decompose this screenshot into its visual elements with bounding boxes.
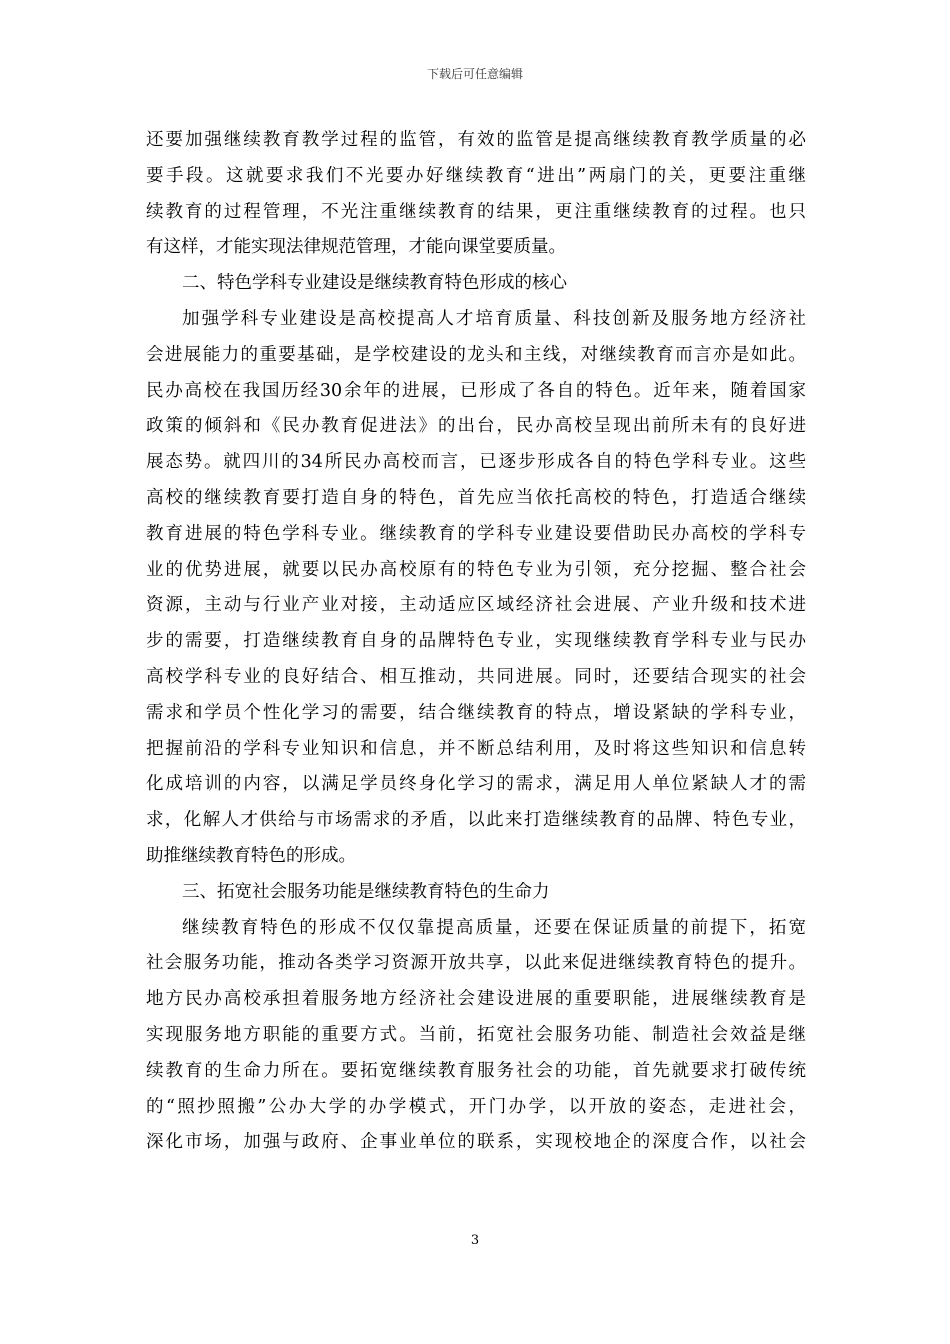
text-line: 还要加强继续教育教学过程的监管，有效的监管是提高继续教育教学质量的必 xyxy=(146,130,806,150)
text-line: 实现服务地方职能的重要方式。当前，拓宽社会服务功能、制造社会效益是继 xyxy=(146,1024,806,1045)
text-line: 要手段。这就要求我们不光要办好继续教育“进出”两扇门的关，更要注重继 xyxy=(146,165,806,186)
text-line: 民办高校在我国历经30余年的进展，已形成了各自的特色。近年来，随着国家 xyxy=(146,380,806,401)
text-line: 助推继续教育特色的形成。 xyxy=(146,845,356,866)
text-line: 社会服务功能，推动各类学习资源开放共享，以此来促进继续教育特色的提升。 xyxy=(146,953,806,974)
page-number: 3 xyxy=(470,1233,480,1248)
text-line: 深化市场，加强与政府、企事业单位的联系，实现校地企的深度合作，以社会 xyxy=(146,1132,806,1153)
text-line: 需求和学员个性化学习的需要，结合继续教育的特点，增设紧缺的学科专业， xyxy=(146,702,806,723)
text-line: 求，化解人才供给与市场需求的矛盾，以此来打造继续教育的品牌、特色专业， xyxy=(146,810,806,831)
text-line: 化成培训的内容，以满足学员终身化学习的需求，满足用人单位紧缺人才的需 xyxy=(146,774,806,795)
text-line: 教育进展的特色学科专业。继续教育的学科专业建设要借助民办高校的学科专 xyxy=(146,523,806,544)
section-heading: 三、拓宽社会服务功能是继续教育特色的生命力 xyxy=(182,881,550,902)
text-line: 地方民办高校承担着服务地方经济社会建设进展的重要职能，进展继续教育是 xyxy=(146,989,806,1010)
body-text xyxy=(146,123,806,1161)
section-heading: 二、特色学科专业建设是继续教育特色形成的核心 xyxy=(182,273,567,294)
text-line: 展态势。就四川的34所民办高校而言，已逐步形成各自的特色学科专业。这些 xyxy=(146,452,806,473)
text-line: 加强学科专业建设是高校提高人才培育质量、科技创新及服务地方经济社 xyxy=(182,308,806,329)
text-line: 续教育的生命力所在。要拓宽继续教育服务社会的功能，首先就要求打破传统 xyxy=(146,1060,806,1081)
text-line: 高校学科专业的良好结合、相互推动，共同进展。同时，还要结合现实的社会 xyxy=(146,666,806,687)
text-line: 有这样，才能实现法律规范管理，才能向课堂要质量。 xyxy=(146,237,566,258)
page-header: 下载后可任意编辑 xyxy=(426,67,523,81)
text-line: 步的需要，打造继续教育自身的品牌特色专业，实现继续教育学科专业与民办 xyxy=(146,631,806,652)
text-line: 的“照抄照搬”公办大学的办学模式，开门办学，以开放的姿态，走进社会， xyxy=(146,1096,806,1117)
text-line: 政策的倾斜和《民办教育促进法》的出台，民办高校呈现出前所未有的良好进 xyxy=(146,416,806,437)
text-line: 续教育的过程管理，不光注重继续教育的结果，更注重继续教育的过程。也只 xyxy=(146,201,806,222)
text-line: 业的优势进展，就要以民办高校原有的特色专业为引领，充分挖掘、整合社会 xyxy=(146,559,806,580)
text-line: 资源，主动与行业产业对接，主动适应区域经济社会进展、产业升级和技术进 xyxy=(146,595,806,616)
text-line: 继续教育特色的形成不仅仅靠提高质量，还要在保证质量的前提下，拓宽 xyxy=(182,917,806,938)
text-line: 把握前沿的学科专业知识和信息，并不断总结利用，及时将这些知识和信息转 xyxy=(146,738,806,759)
text-line: 高校的继续教育要打造自身的特色，首先应当依托高校的特色，打造适合继续 xyxy=(146,487,806,508)
text-line: 会进展能力的重要基础，是学校建设的龙头和主线，对继续教育而言亦是如此。 xyxy=(146,344,806,365)
